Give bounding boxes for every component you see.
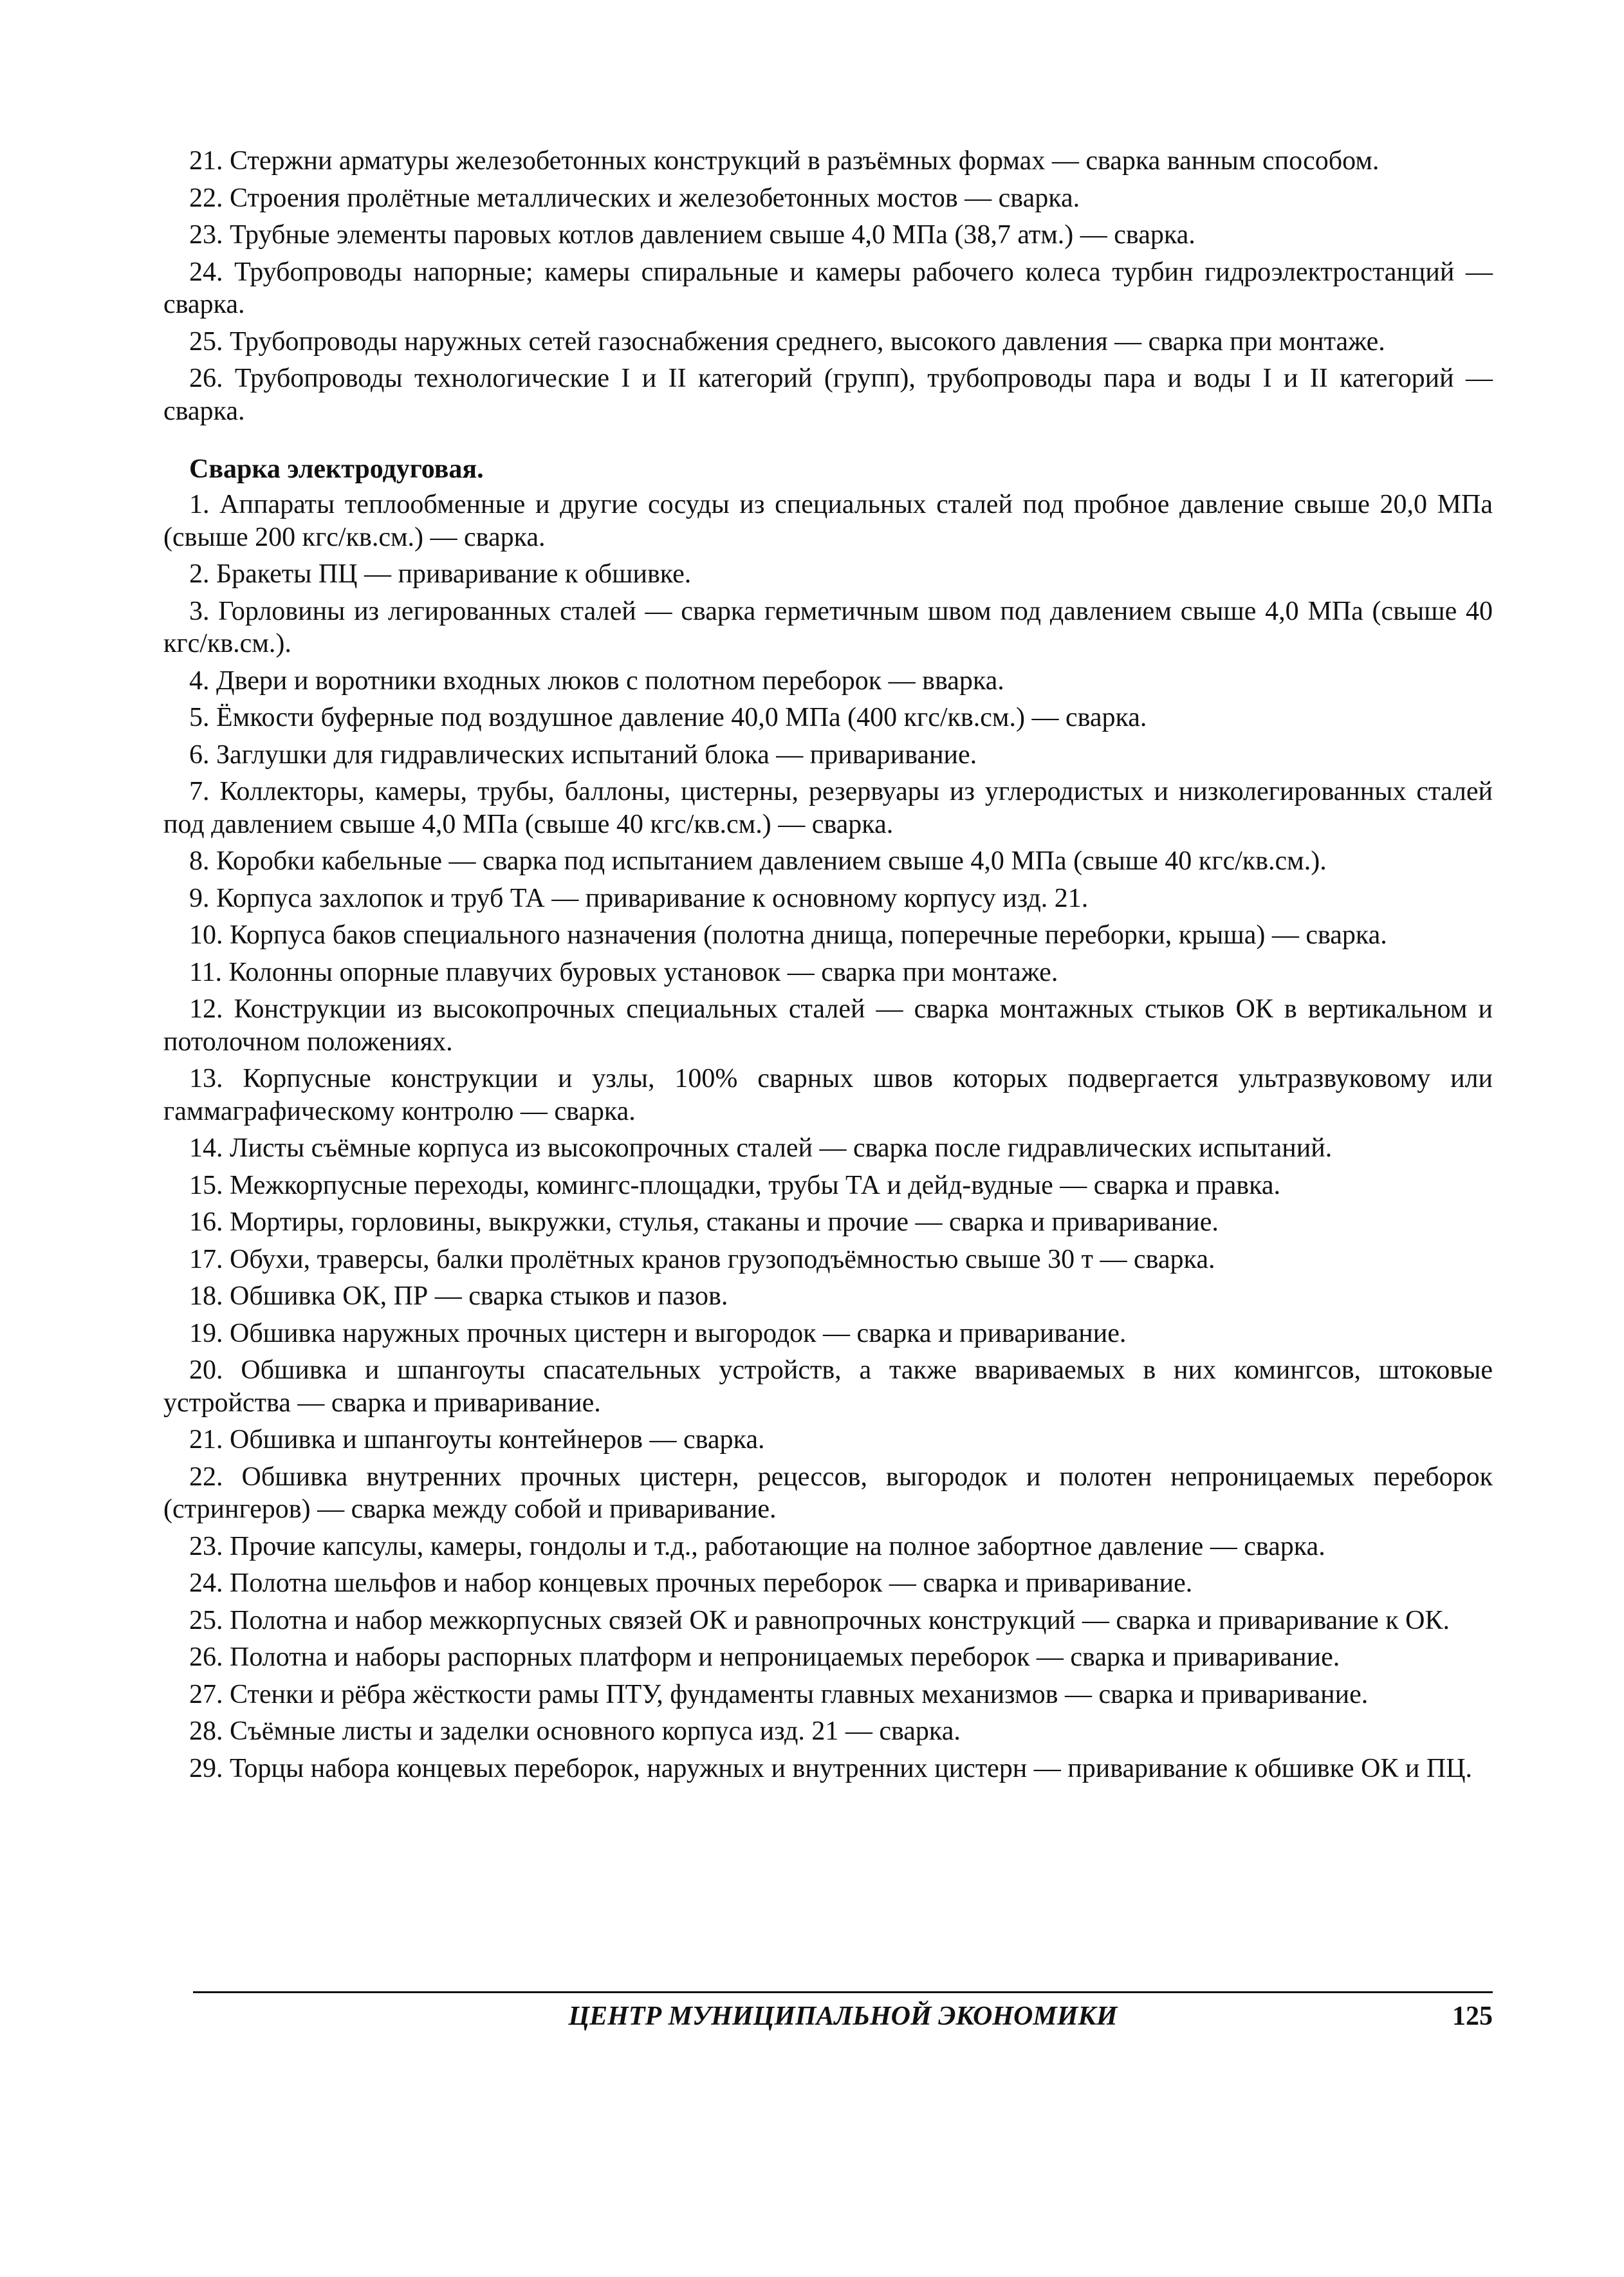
- list-item: 1. Аппараты теплообменные и другие сосуды из специальных сталей под пробное давление свыше 20,0 МПа (свыше 200 кгс/кв.см.) — сварка.: [163, 490, 1493, 552]
- list-item: 11. Колонны опорные плавучих буровых установок — сварка при монтаже.: [189, 957, 1058, 987]
- list-item: 21. Стержни арматуры железобетонных конструкций в разъёмных формах — сварка ванным способом.: [189, 146, 1379, 176]
- list-item: 2. Бракеты ПЦ — приваривание к обшивке.: [189, 559, 692, 589]
- section-list: [163, 488, 1493, 1789]
- list-item: 22. Обшивка внутренних прочных цистерн, рецессов, выгородок и полотен непроницаемых переборок (стрингеров) — сварка между собой и приваривание.: [163, 1462, 1493, 1524]
- footer-publisher: ЦЕНТР МУНИЦИПАЛЬНОЙ ЭКОНОМИКИ: [568, 2002, 1118, 2031]
- list-item: 14. Листы съёмные корпуса из высокопрочных сталей — сварка после гидравлических испытаний.: [189, 1133, 1333, 1163]
- section-heading: Сварка электродуговая.: [189, 454, 484, 484]
- list-item: 20. Обшивка и шпангоуты спасательных устройств, а также ввариваемых в них комингсов, штоковые устройства — сварка и приваривание.: [163, 1355, 1493, 1418]
- list-item: 6. Заглушки для гидравлических испытаний блока — приваривание.: [189, 739, 977, 770]
- list-item: 7. Коллекторы, камеры, трубы, баллоны, цистерны, резервуары из углеродистых и низколегированных сталей под давлением свыше 4,0 МПа (свыше 40 кгс/кв.см.) — сварка.: [163, 777, 1493, 839]
- list-item: 24. Трубопроводы напорные; камеры спиральные и камеры рабочего колеса турбин гидроэлектростанций — сварка.: [163, 257, 1493, 319]
- list-item: 17. Обухи, траверсы, балки пролётных кранов грузоподъёмностью свыше 30 т — сварка.: [189, 1244, 1215, 1274]
- list-item: 27. Стенки и рёбра жёсткости рамы ПТУ, фундаменты главных механизмов — сварка и приваривание.: [189, 1679, 1369, 1709]
- list-item: 13. Корпусные конструкции и узлы, 100% сварных швов которых подвергается ультразвуковому или гаммаграфическому контролю — сварка.: [163, 1064, 1493, 1126]
- list-item: 19. Обшивка наружных прочных цистерн и выгородок — сварка и приваривание.: [189, 1318, 1127, 1348]
- list-item: 24. Полотна шельфов и набор концевых прочных переборок — сварка и приваривание.: [189, 1568, 1193, 1598]
- list-item: 12. Конструкции из высокопрочных специальных сталей — сварка монтажных стыков ОК в вертикальном и потолочном положениях.: [163, 994, 1493, 1057]
- first-list: [163, 145, 1493, 432]
- list-item: 5. Ёмкости буферные под воздушное давление 40,0 МПа (400 кгс/кв.см.) — сварка.: [189, 703, 1147, 732]
- footer-divider: [193, 1991, 1493, 1993]
- list-item: 18. Обшивка ОК, ПР — сварка стыков и пазов.: [189, 1281, 728, 1311]
- list-item: 25. Трубопроводы наружных сетей газоснабжения среднего, высокого давления — сварка при монтаже.: [189, 326, 1385, 357]
- list-item: 3. Горловины из легированных сталей — сварка герметичным швом под давлением свыше 4,0 МПа (свыше 40 кгс/кв.см.).: [163, 596, 1493, 658]
- list-item: 16. Мортиры, горловины, выкружки, стулья, стаканы и прочие — сварка и приваривание.: [189, 1207, 1219, 1237]
- list-item: 26. Полотна и наборы распорных платформ и непроницаемых переборок — сварка и приваривание.: [189, 1642, 1340, 1672]
- list-item: 9. Корпуса захлопок и труб ТА — приваривание к основному корпусу изд. 21.: [189, 883, 1089, 913]
- list-item: 22. Строения пролётные металлических и железобетонных мостов — сварка.: [189, 183, 1080, 213]
- list-item: 23. Трубные элементы паровых котлов давлением свыше 4,0 МПа (38,7 атм.) — сварка.: [189, 220, 1195, 250]
- list-item: 21. Обшивка и шпангоуты контейнеров — сварка.: [189, 1425, 765, 1454]
- list-item: 10. Корпуса баков специального назначения (полотна днища, поперечные переборки, крыша) — сварка.: [189, 920, 1387, 950]
- list-item: 4. Двери и воротники входных люков с полотном переборок — вварка.: [189, 665, 1004, 696]
- list-item: 23. Прочие капсулы, камеры, гондолы и т.д., работающие на полное забортное давление — сварка.: [189, 1531, 1325, 1561]
- page-number: 125: [1452, 2002, 1493, 2031]
- list-item: 8. Коробки кабельные — сварка под испытанием давлением свыше 4,0 МПа (свыше 40 кгс/кв.см.).: [189, 846, 1327, 876]
- list-item: 29. Торцы набора концевых переборок, наружных и внутренних цистерн — приваривание к обшивке ОК и ПЦ.: [189, 1753, 1473, 1783]
- list-item: 26. Трубопроводы технологические I и II категорий (групп), трубопроводы пара и воды I и II категорий — сварка.: [163, 364, 1493, 426]
- list-item: 28. Съёмные листы и заделки основного корпуса изд. 21 — сварка.: [189, 1716, 961, 1746]
- list-item: 25. Полотна и набор межкорпусных связей ОК и равнопрочных конструкций — сварка и приваривание к ОК.: [189, 1605, 1450, 1635]
- list-item: 15. Межкорпусные переходы, комингс-площадки, трубы ТА и дейд-вудные — сварка и правка.: [189, 1170, 1281, 1200]
- document-page: [163, 145, 1493, 1789]
